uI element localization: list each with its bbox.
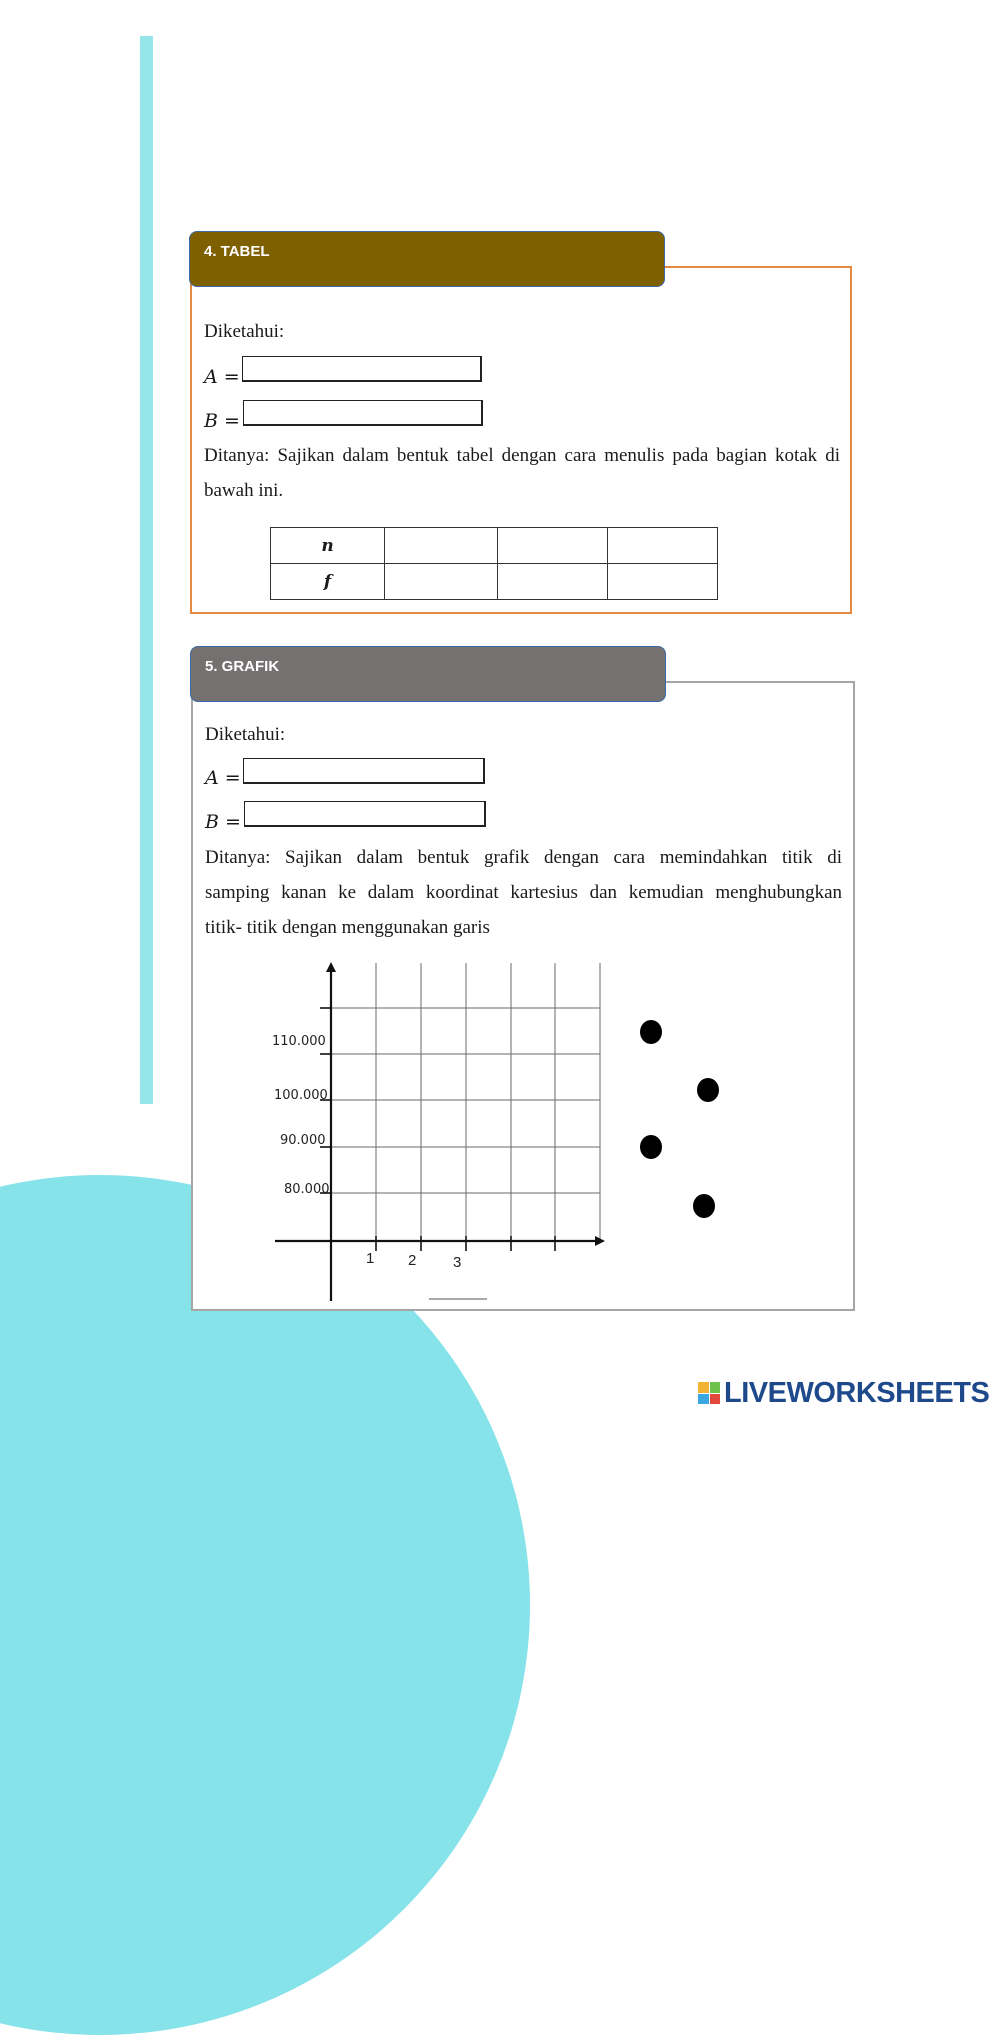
tabel-b-label: B = [204, 410, 240, 432]
draggable-point[interactable] [640, 1135, 662, 1159]
grafik-b-input[interactable] [244, 801, 486, 827]
draggable-point[interactable] [697, 1078, 719, 1102]
draggable-point[interactable] [693, 1194, 715, 1218]
liveworksheets-logo-text: LIVEWORKSHEETS [724, 1376, 990, 1409]
liveworksheets-logo [698, 1378, 989, 1408]
table-row-header-f: f [271, 564, 385, 600]
table-row [271, 564, 718, 600]
grafik-known-label: Diketahui: [205, 724, 286, 745]
y-tick-label: 80.000 [284, 1182, 330, 1197]
tabel-question [204, 438, 840, 508]
cartesian-graph [260, 958, 750, 1303]
x-tick-label: 3 [453, 1254, 462, 1271]
tabel-a-label: A = [204, 366, 240, 388]
decorative-left-bar [140, 36, 153, 1104]
y-tick-label: 100.000 [274, 1088, 328, 1103]
tabel-a-input[interactable] [242, 356, 482, 382]
section-grafik-header: 5. GRAFIK [190, 646, 666, 702]
grafik-b-label: B = [205, 811, 241, 833]
grafik-question-line: Ditanya: Sajikan dalam bentuk grafik dengan cara memindahkan titik di [205, 847, 842, 868]
liveworksheets-logo-icon [698, 1382, 720, 1404]
y-axis-arrow [326, 962, 336, 972]
grafik-question-line: samping kanan ke dalam koordinat kartesius dan kemudian menghubungkan [205, 882, 842, 903]
table-cell[interactable] [608, 564, 718, 600]
grafik-a-label: A = [205, 767, 241, 789]
grafik-a-input[interactable] [243, 758, 485, 784]
grafik-question [205, 840, 842, 945]
section-tabel-header: 4. TABEL [189, 231, 665, 287]
x-tick-label: 2 [408, 1252, 417, 1269]
tabel-known-label: Diketahui: [204, 321, 285, 342]
y-tick-label: 110.000 [272, 1034, 326, 1049]
draggable-point[interactable] [640, 1020, 662, 1044]
tabel-question-line: Ditanya: Sajikan dalam bentuk tabel dengan cara menulis pada bagian kotak di [204, 445, 840, 466]
x-tick-label: 1 [366, 1250, 375, 1267]
table-cell[interactable] [608, 528, 718, 564]
table-cell[interactable] [385, 564, 498, 600]
frequency-table [270, 527, 718, 600]
table-row-header-n: n [271, 528, 385, 564]
table-cell[interactable] [385, 528, 498, 564]
tabel-question-line: bawah ini. [204, 480, 284, 501]
grafik-question-line: titik- titik dengan menggunakan garis [205, 917, 490, 938]
table-row [271, 528, 718, 564]
tabel-b-input[interactable] [243, 400, 483, 426]
y-tick-label: 90.000 [280, 1133, 326, 1148]
table-cell[interactable] [498, 564, 608, 600]
table-cell[interactable] [498, 528, 608, 564]
